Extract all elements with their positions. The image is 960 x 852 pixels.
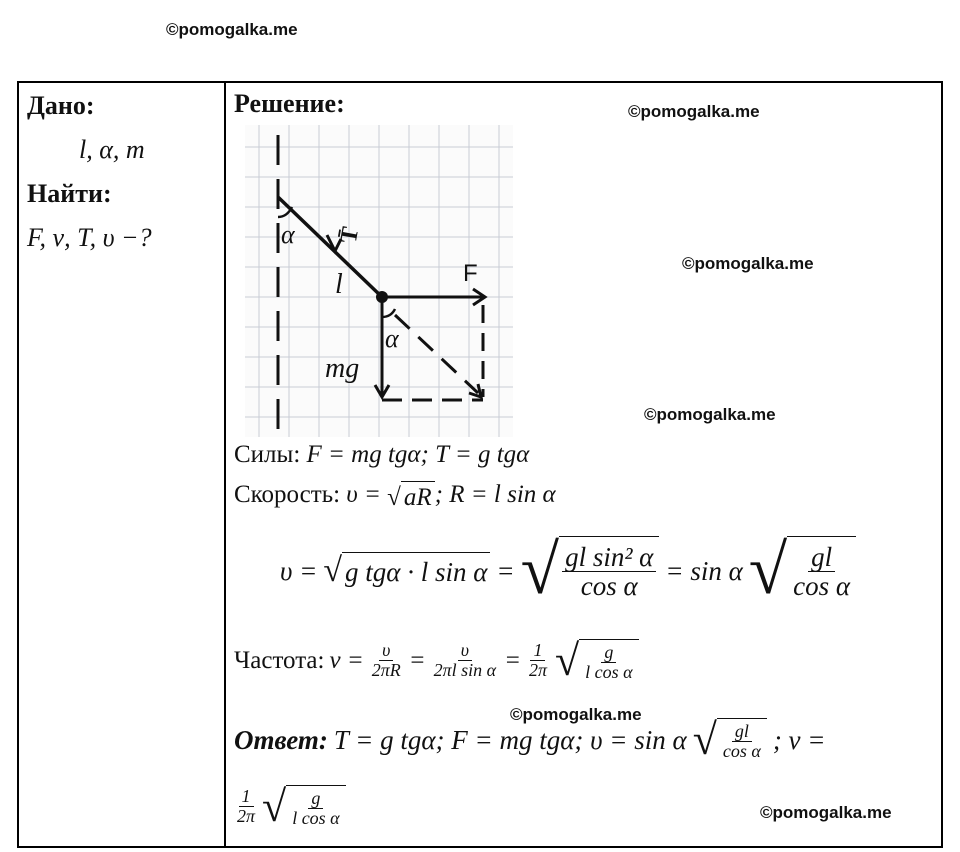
forces-label: Силы: — [234, 441, 301, 468]
freq-eq-2: = — [504, 647, 521, 674]
freq-nu: ν = — [329, 647, 364, 674]
solution-title: Решение: — [234, 89, 345, 118]
eq-sqrt-2: √ $\frac{\text{gl sin² α}}{\text{cos α}}$ — [521, 536, 660, 606]
speed-sqrt: √ aR — [387, 481, 435, 512]
alpha-label-1: α — [281, 220, 295, 249]
speed-rest: ; R = l sin α — [434, 481, 556, 509]
speed-label: Скорость: — [234, 481, 341, 509]
watermark: ©pomogalka.me — [644, 405, 776, 424]
freq-frac-3: $\frac{1}{2\pi}$ — [528, 640, 547, 681]
force-label: F — [463, 260, 478, 287]
forces-line — [234, 441, 529, 469]
watermark: ©pomogalka.me — [166, 20, 298, 39]
watermark: ©pomogalka.me — [682, 254, 814, 273]
watermark: ©pomogalka.me — [628, 102, 760, 121]
eq-sqrt-1: √ g tgα · l sin α — [323, 552, 490, 590]
eq-sqrt-3: √ $\frac{gl}{\text{cos α}}$ — [749, 536, 856, 606]
watermark: ©pomogalka.me — [760, 803, 892, 822]
freq-frac-1: $\frac{\upsilon}{2\pi R}$ — [371, 640, 401, 681]
frequency-line — [234, 629, 639, 693]
watermark: ©pomogalka.me — [510, 705, 642, 724]
answer-sqrt: √ $\frac{gl}{\text{cos α}}$ — [693, 718, 767, 762]
weight-label: mg — [325, 353, 360, 384]
answer-frac: $\frac{1}{2\pi}$ — [237, 786, 256, 827]
force-diagram — [245, 125, 513, 437]
given-label: Дано: — [27, 91, 95, 120]
eq-v: υ = — [280, 555, 318, 586]
speed-v: υ = — [346, 481, 381, 509]
alpha-label-2: α — [385, 324, 399, 353]
answer-label: Ответ: — [234, 724, 328, 755]
eq-equals-2: = sin α — [665, 555, 743, 586]
tension-label: T̄ — [335, 225, 365, 246]
answer-part-1: T = g tgα; F = mg tgα; υ = sin α — [333, 724, 687, 755]
solution-table — [17, 81, 943, 848]
eq-equals-1: = — [496, 555, 515, 586]
speed-line — [234, 481, 556, 512]
answer-frequency — [234, 775, 346, 839]
column-divider — [224, 83, 226, 846]
solution-column — [234, 83, 941, 846]
forces-formula: F = mg tgα; T = g tgα — [306, 441, 530, 468]
find-values: F, ν, T, υ −? — [27, 223, 152, 252]
freq-label: Частота: — [234, 647, 325, 674]
find-label: Найти: — [27, 179, 112, 208]
freq-frac-2: $\frac{\upsilon}{\text{2πl sin α}}$ — [433, 640, 497, 681]
length-label: l — [335, 269, 343, 300]
answer-freq-sqrt: √ $\frac{g}{\text{l cos α}}$ — [262, 785, 346, 829]
freq-eq-1: = — [408, 647, 426, 674]
freq-sqrt: √ $\frac{g}{\text{l cos α}}$ — [555, 639, 639, 683]
answer-part-2: ; ν = — [772, 724, 826, 755]
given-values: l, α, m — [79, 135, 145, 164]
velocity-equation — [280, 519, 856, 623]
